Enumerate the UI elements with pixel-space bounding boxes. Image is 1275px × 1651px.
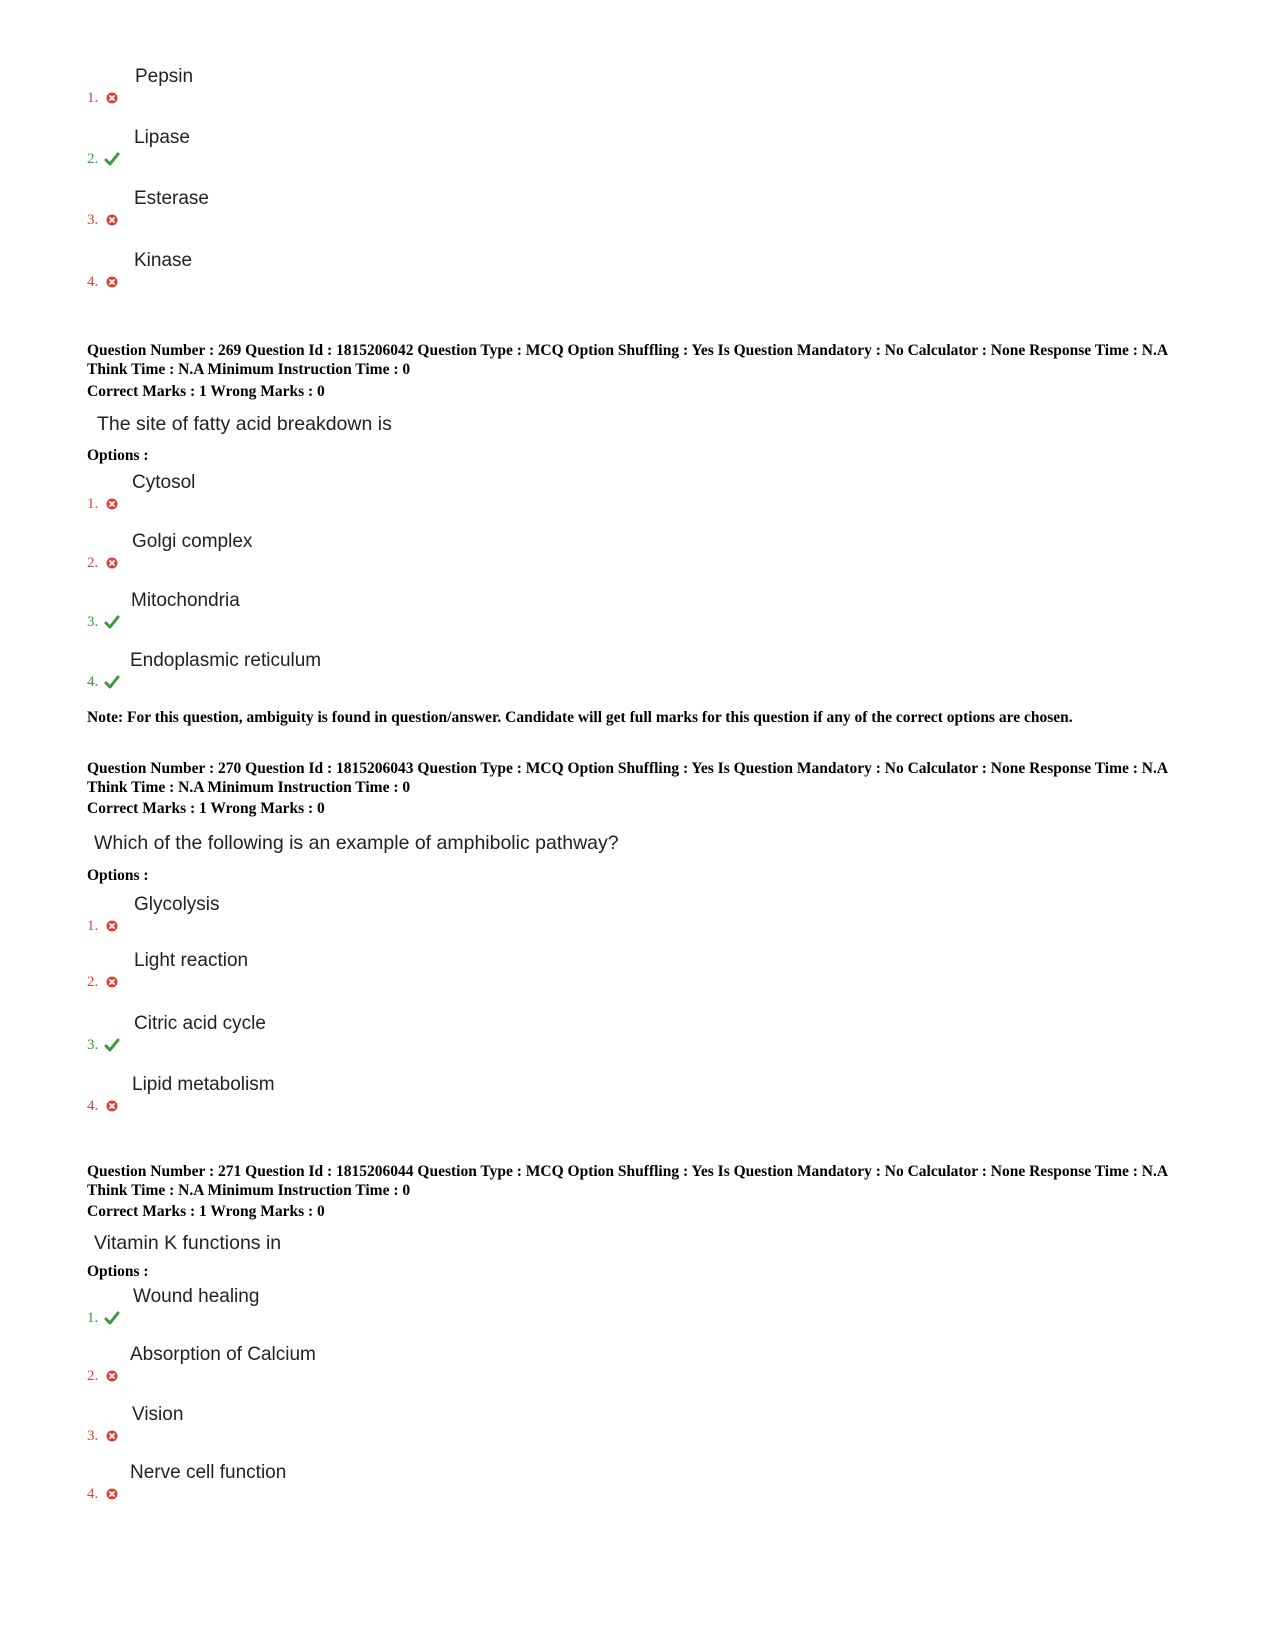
option-text: Vision bbox=[132, 1404, 184, 1425]
check-icon bbox=[104, 1310, 120, 1326]
cross-icon bbox=[104, 212, 120, 228]
option-text: Endoplasmic reticulum bbox=[130, 650, 322, 671]
cross-icon bbox=[104, 555, 120, 571]
option-text: Nerve cell function bbox=[130, 1462, 287, 1483]
option-text: Lipase bbox=[134, 127, 190, 148]
option-text: Wound healing bbox=[133, 1286, 260, 1307]
question-text: Vitamin K functions in bbox=[94, 1232, 282, 1254]
ambiguity-note: Note: For this question, ambiguity is found in question/answer. Candidate will get full marks for this question if any of the correct options are chosen. bbox=[87, 709, 1073, 726]
option-row bbox=[87, 590, 687, 630]
check-icon bbox=[104, 1037, 120, 1053]
options-label: Options : bbox=[87, 867, 149, 884]
option-row bbox=[87, 127, 687, 167]
options-label: Options : bbox=[87, 1263, 149, 1280]
option-row bbox=[87, 1074, 687, 1114]
option-text: Cytosol bbox=[132, 472, 196, 493]
options-label: Options : bbox=[87, 447, 149, 464]
option-row bbox=[87, 66, 687, 106]
option-number: 1. bbox=[87, 918, 99, 934]
option-row bbox=[87, 650, 687, 690]
question-text: Which of the following is an example of amphibolic pathway? bbox=[94, 832, 619, 854]
option-number: 2. bbox=[87, 1368, 99, 1384]
question-meta: Question Number : 270 Question Id : 1815206043 Question Type : MCQ Option Shuffling : Yes Is Question Mandatory : No Calculator : None Response Time : N.A Think Time : N.A Minimum Instruction Time : 0 bbox=[87, 760, 1168, 796]
cross-icon bbox=[104, 918, 120, 934]
cross-icon bbox=[104, 974, 120, 990]
cross-icon bbox=[104, 1098, 120, 1114]
option-number: 2. bbox=[87, 974, 99, 990]
option-row bbox=[87, 1462, 687, 1502]
option-number: 2. bbox=[87, 151, 99, 167]
option-number: 1. bbox=[87, 1310, 99, 1326]
question-text: The site of fatty acid breakdown is bbox=[97, 413, 392, 435]
option-number: 4. bbox=[87, 274, 99, 290]
option-row bbox=[87, 1013, 687, 1053]
cross-icon bbox=[104, 1368, 120, 1384]
option-number: 4. bbox=[87, 1098, 99, 1114]
question-marks: Correct Marks : 1 Wrong Marks : 0 bbox=[87, 383, 325, 400]
option-number: 3. bbox=[87, 1428, 99, 1444]
question-marks: Correct Marks : 1 Wrong Marks : 0 bbox=[87, 800, 325, 817]
option-row bbox=[87, 950, 687, 990]
option-text: Absorption of Calcium bbox=[130, 1344, 316, 1365]
option-row bbox=[87, 1344, 687, 1384]
option-number: 4. bbox=[87, 1486, 99, 1502]
option-text: Golgi complex bbox=[132, 531, 253, 552]
cross-icon bbox=[104, 1428, 120, 1444]
option-text: Mitochondria bbox=[131, 590, 240, 611]
option-text: Lipid metabolism bbox=[132, 1074, 275, 1095]
option-row bbox=[87, 472, 687, 512]
option-row bbox=[87, 1286, 687, 1326]
option-row bbox=[87, 1404, 687, 1444]
question-meta: Question Number : 269 Question Id : 1815206042 Question Type : MCQ Option Shuffling : Yes Is Question Mandatory : No Calculator : None Response Time : N.A Think Time : N.A Minimum Instruction Time : 0 bbox=[87, 342, 1168, 378]
option-number: 2. bbox=[87, 555, 99, 571]
cross-icon bbox=[104, 274, 120, 290]
option-row bbox=[87, 894, 687, 934]
option-number: 3. bbox=[87, 212, 99, 228]
option-row bbox=[87, 188, 687, 228]
option-number: 1. bbox=[87, 496, 99, 512]
option-row bbox=[87, 531, 687, 571]
option-text: Pepsin bbox=[135, 66, 194, 87]
option-number: 3. bbox=[87, 1037, 99, 1053]
cross-icon bbox=[104, 496, 120, 512]
option-text: Light reaction bbox=[134, 950, 249, 971]
option-number: 1. bbox=[87, 90, 99, 106]
option-number: 3. bbox=[87, 614, 99, 630]
check-icon bbox=[104, 151, 120, 167]
question-meta: Question Number : 271 Question Id : 1815206044 Question Type : MCQ Option Shuffling : Yes Is Question Mandatory : No Calculator : None Response Time : N.A Think Time : N.A Minimum Instruction Time : 0 bbox=[87, 1163, 1168, 1199]
check-icon bbox=[104, 614, 120, 630]
cross-icon bbox=[104, 1486, 120, 1502]
option-text: Glycolysis bbox=[134, 894, 220, 915]
option-row bbox=[87, 250, 687, 290]
option-text: Kinase bbox=[134, 250, 193, 271]
question-marks: Correct Marks : 1 Wrong Marks : 0 bbox=[87, 1203, 325, 1220]
option-text: Esterase bbox=[134, 188, 209, 209]
cross-icon bbox=[104, 90, 120, 106]
option-number: 4. bbox=[87, 674, 99, 690]
option-text: Citric acid cycle bbox=[134, 1013, 266, 1034]
check-icon bbox=[104, 674, 120, 690]
